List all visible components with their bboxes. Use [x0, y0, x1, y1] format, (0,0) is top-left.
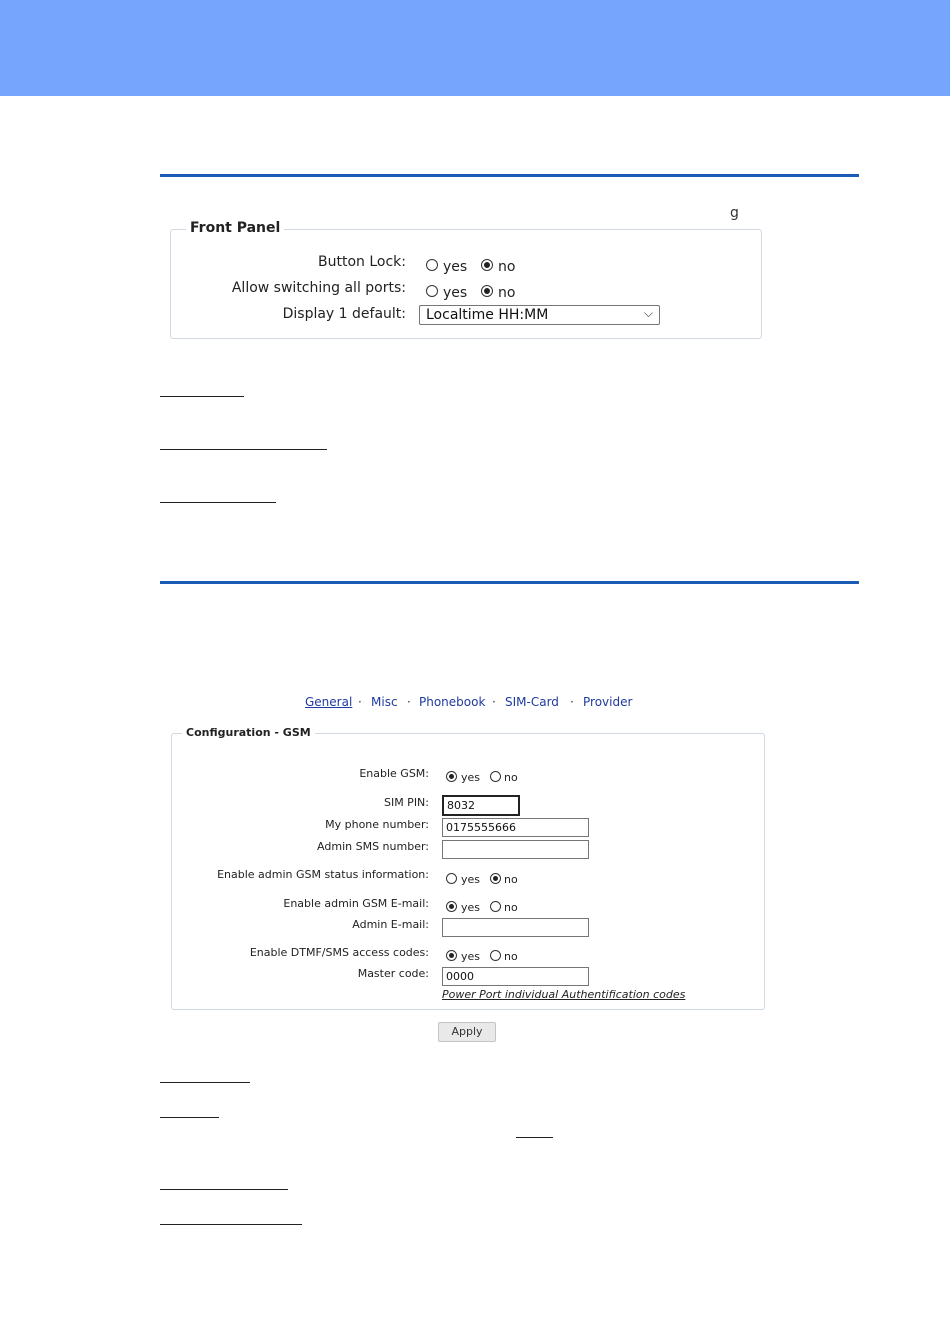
nav-general-link[interactable]: General: [305, 695, 353, 709]
section-divider: [160, 581, 859, 584]
master-code-label: Master code:: [357, 967, 429, 980]
header-banner: [0, 0, 950, 96]
underline-rule: [160, 1224, 302, 1225]
master-code-input[interactable]: 0000: [442, 967, 589, 986]
admin-email-label: Admin E-mail:: [352, 918, 429, 931]
nav-separator: ·: [407, 695, 411, 709]
admin-email-yes-radio[interactable]: [446, 901, 457, 912]
button-lock-no-radio[interactable]: [481, 259, 493, 271]
display-default-label: Display 1 default:: [282, 306, 406, 322]
display-default-value: Localtime HH:MM: [426, 307, 549, 323]
underline-rule: [160, 1082, 250, 1083]
underline-rule: [160, 1117, 219, 1118]
nav-separator: ·: [492, 695, 496, 709]
allow-switching-no-radio[interactable]: [481, 285, 493, 297]
enable-gsm-no-radio[interactable]: [490, 771, 501, 782]
my-phone-label: My phone number:: [325, 818, 429, 831]
dtmf-no-radio[interactable]: [490, 950, 501, 961]
dtmf-label: Enable DTMF/SMS access codes:: [249, 946, 429, 959]
button-lock-no-label: no: [498, 259, 516, 275]
front-panel-legend: Front Panel: [186, 220, 284, 236]
nav-phonebook-link[interactable]: Phonebook: [419, 695, 486, 709]
admin-status-no-label: no: [504, 873, 518, 886]
chevron-down-icon: ⌵: [643, 306, 653, 320]
underline-rule: [160, 1189, 288, 1190]
enable-gsm-yes-radio[interactable]: [446, 771, 457, 782]
nav-sim-card-link[interactable]: SIM-Card: [505, 695, 559, 709]
admin-email-no-radio[interactable]: [490, 901, 501, 912]
nav-misc-link[interactable]: Misc: [371, 695, 398, 709]
enable-gsm-no-label: no: [504, 771, 518, 784]
section-divider: [160, 174, 859, 177]
underline-rule: [160, 502, 276, 503]
gsm-config-legend: Configuration - GSM: [182, 726, 315, 739]
nav-provider-link[interactable]: Provider: [583, 695, 633, 709]
admin-sms-input[interactable]: [442, 840, 589, 859]
nav-separator: ·: [358, 695, 362, 709]
admin-email-input[interactable]: [442, 918, 589, 937]
dtmf-yes-radio[interactable]: [446, 950, 457, 961]
display-default-select[interactable]: [419, 305, 660, 325]
allow-switching-yes-radio[interactable]: [426, 285, 438, 297]
auth-codes-link[interactable]: Power Port individual Authentification codes: [442, 988, 686, 1001]
allow-switching-label: Allow switching all ports:: [231, 280, 406, 296]
allow-switching-no-label: no: [498, 285, 516, 301]
admin-email-enable-label: Enable admin GSM E-mail:: [283, 897, 429, 910]
underline-rule: [160, 449, 327, 450]
admin-status-yes-label: yes: [461, 873, 481, 886]
enable-gsm-label: Enable GSM:: [359, 767, 429, 780]
admin-status-no-radio[interactable]: [490, 873, 501, 884]
my-phone-input[interactable]: 0175555666: [442, 818, 589, 837]
button-lock-yes-radio[interactable]: [426, 259, 438, 271]
enable-gsm-yes-label: yes: [461, 771, 481, 784]
nav-separator: ·: [570, 695, 574, 709]
admin-sms-label: Admin SMS number:: [317, 840, 429, 853]
underline-rule: [516, 1137, 553, 1138]
apply-button[interactable]: Apply: [438, 1022, 496, 1042]
partial-glyph: g: [730, 205, 739, 221]
admin-status-label: Enable admin GSM status information:: [217, 868, 429, 881]
admin-status-yes-radio[interactable]: [446, 873, 457, 884]
allow-switching-yes-label: yes: [443, 285, 468, 301]
button-lock-yes-label: yes: [443, 259, 468, 275]
sim-pin-label: SIM PIN:: [383, 796, 429, 809]
dtmf-yes-label: yes: [461, 950, 481, 963]
dtmf-no-label: no: [504, 950, 518, 963]
sim-pin-input[interactable]: 8032: [442, 795, 520, 816]
underline-rule: [160, 396, 244, 397]
button-lock-label: Button Lock:: [318, 254, 406, 270]
admin-email-no-label: no: [504, 901, 518, 914]
admin-email-yes-label: yes: [461, 901, 481, 914]
